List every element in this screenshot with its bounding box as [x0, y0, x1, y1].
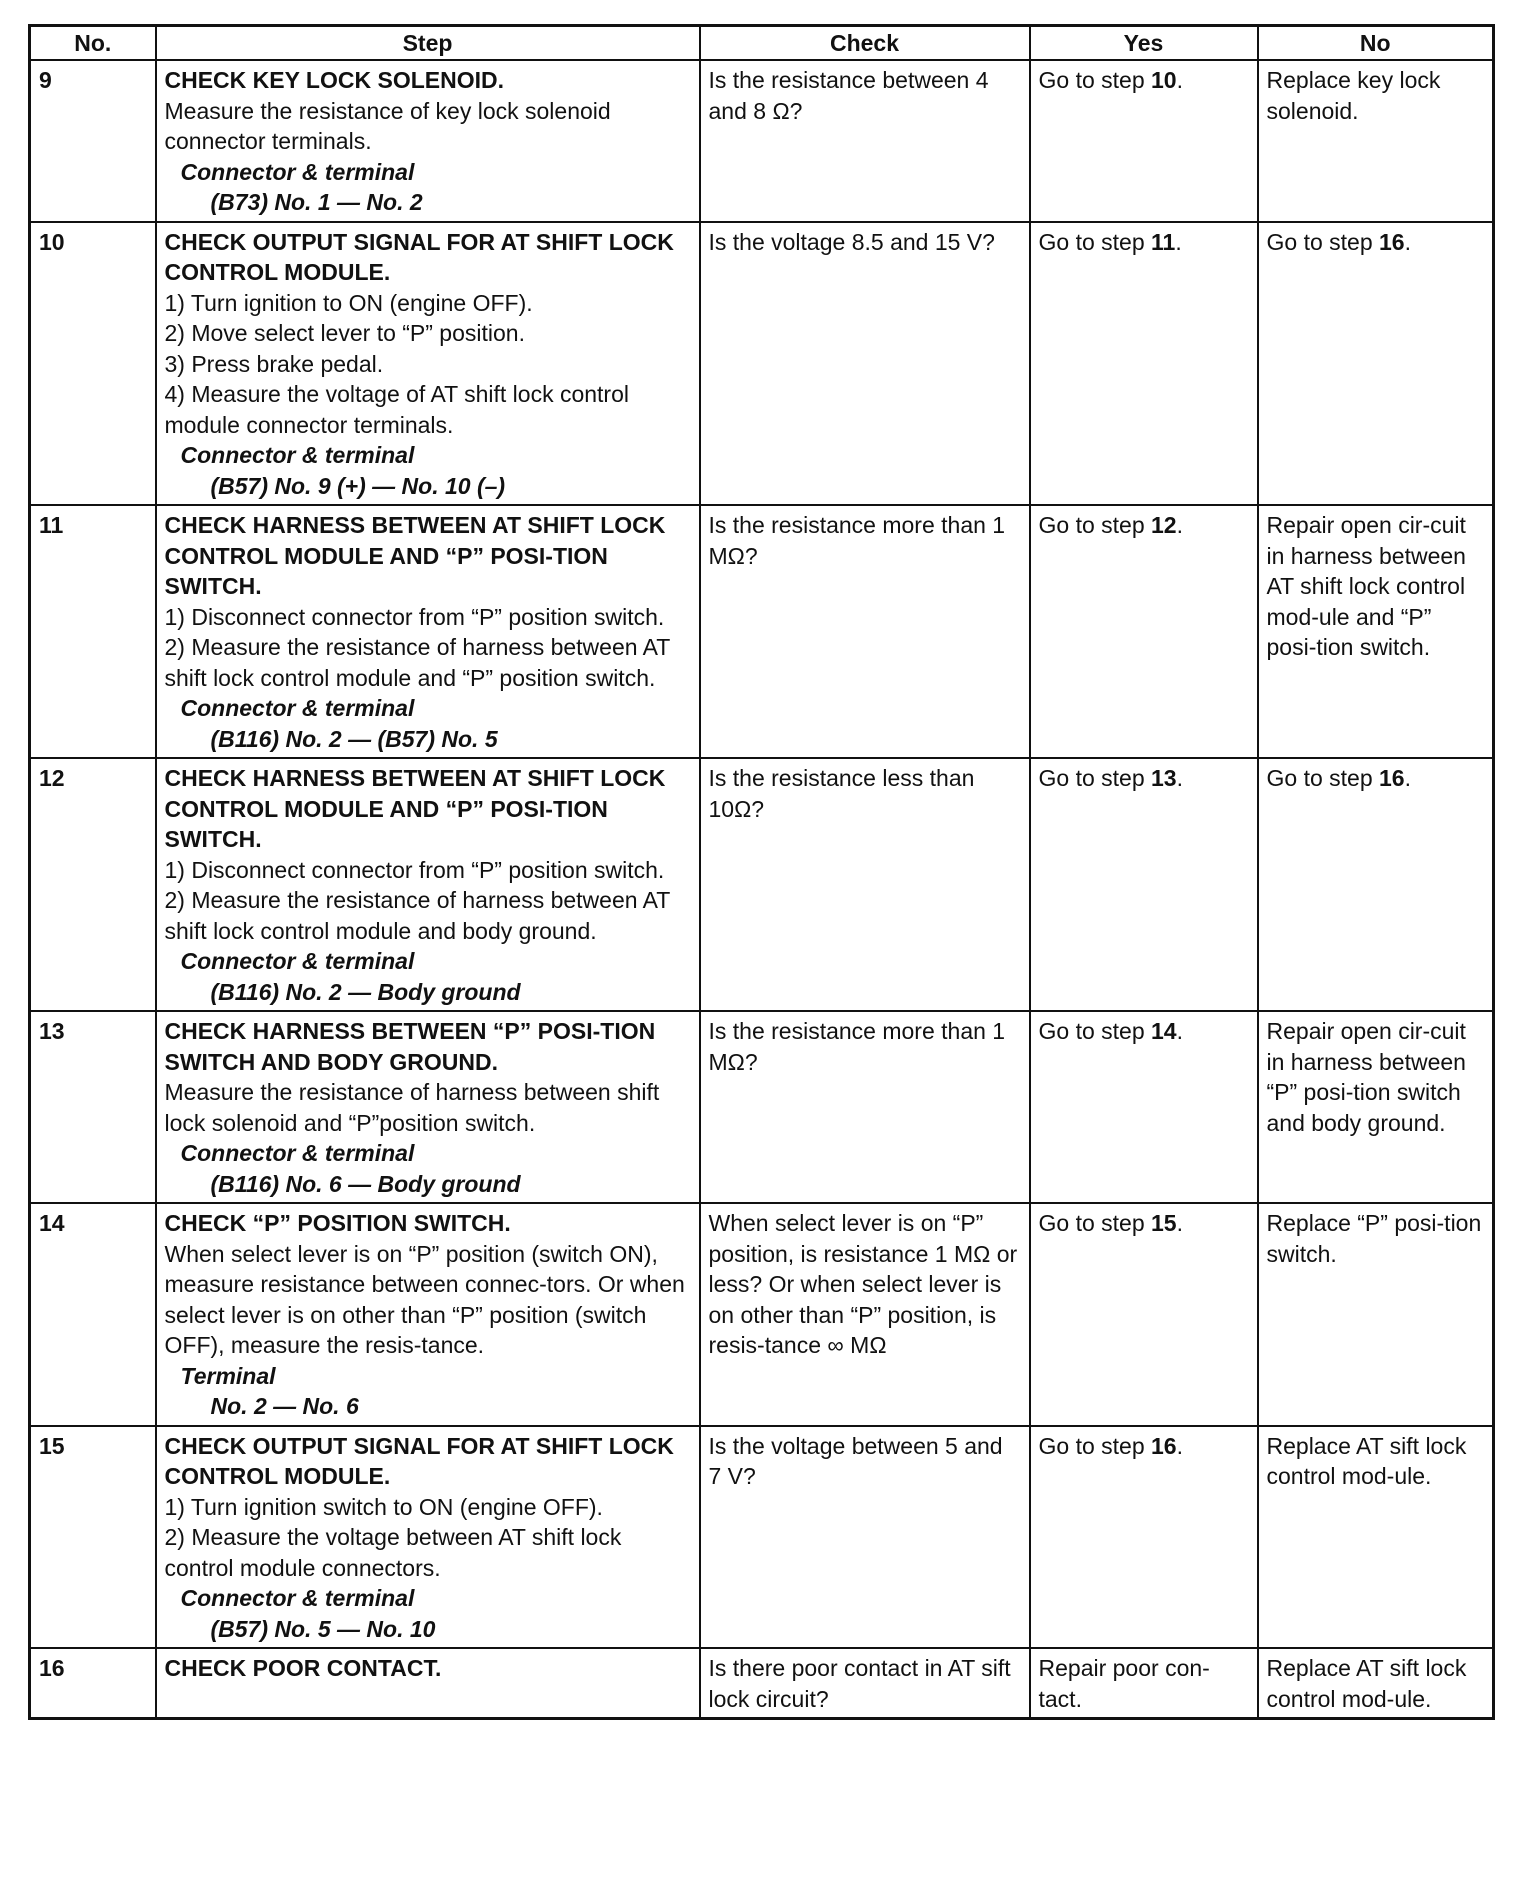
step-cell [156, 1203, 700, 1426]
header-step: Step [156, 26, 700, 61]
yes-action: Go to step [1038, 1018, 1152, 1044]
step-instructions [165, 855, 691, 947]
connector-value: (B57) No. 9 (+) — No. 10 (–) [210, 472, 506, 499]
check-question: Is the resistance more than 1 MΩ? [708, 512, 1006, 569]
step-title: CHECK OUTPUT SIGNAL FOR AT SHIFT LOCK CONTROL MODULE. [164, 1432, 674, 1489]
no-cell [1258, 1203, 1494, 1426]
yes-suffix: . [1176, 1210, 1183, 1236]
yes-cell [1030, 222, 1258, 506]
step-instructions [165, 1239, 691, 1361]
check-question: Is there poor contact in AT sift lock circuit? [708, 1655, 1011, 1712]
yes-suffix: . [1175, 228, 1182, 255]
yes-cell [1030, 1203, 1258, 1426]
yes-action: Go to step [1038, 1210, 1152, 1236]
connector-label: Connector & terminal [180, 158, 415, 185]
diagnostic-steps-table [28, 24, 1495, 1720]
yes-step-ref: 16 [1151, 1432, 1177, 1459]
step-title: CHECK HARNESS BETWEEN AT SHIFT LOCK CONTROL MODULE AND “P” POSI-TION SWITCH. [164, 512, 666, 599]
yes-action: Go to step [1038, 765, 1152, 791]
yes-cell [1030, 60, 1258, 222]
step-instructions [165, 96, 691, 157]
connector-label: Connector & terminal [180, 948, 415, 974]
check-question: Is the voltage 8.5 and 15 V? [708, 228, 995, 255]
check-cell [700, 505, 1030, 758]
no-cell [1258, 60, 1494, 222]
table-row [30, 1648, 1494, 1719]
connector-value: (B57) No. 5 — No. 10 [210, 1615, 436, 1642]
step-number: 11 [30, 505, 156, 758]
step-cell [156, 1648, 700, 1719]
connector-label: Connector & terminal [180, 1585, 415, 1611]
step-instruction-line: 1) Turn ignition to ON (engine OFF). [164, 289, 533, 316]
step-number: 13 [30, 1011, 156, 1203]
step-instruction-line: 2) Measure the voltage between AT shift lock control module connectors. [164, 1524, 622, 1581]
table-row [30, 1011, 1494, 1203]
connector-value: (B116) No. 2 — Body ground [210, 978, 521, 1005]
table-row [30, 758, 1494, 1011]
step-number: 16 [30, 1648, 156, 1719]
yes-step-ref: 10 [1151, 67, 1177, 93]
no-action: Repair open cir-cuit in harness between “P” posi-tion switch and body ground. [1266, 1018, 1466, 1136]
step-instruction-line: 2) Move select lever to “P” position. [164, 320, 525, 346]
connector-value: (B73) No. 1 — No. 2 [210, 189, 423, 215]
step-title: CHECK “P” POSITION SWITCH. [164, 1210, 511, 1236]
diagnostic-procedure-sheet [28, 24, 1492, 1720]
table-body [30, 60, 1494, 1719]
table-row [30, 1203, 1494, 1426]
header-yes: Yes [1030, 26, 1258, 61]
step-instruction-line: 1) Disconnect connector from “P” position switch. [164, 603, 665, 630]
yes-suffix: . [1176, 512, 1183, 538]
step-cell [156, 1011, 700, 1203]
check-cell [700, 222, 1030, 506]
step-instruction-line: 1) Turn ignition switch to ON (engine OFF). [164, 1493, 603, 1520]
check-question: Is the resistance more than 1 MΩ? [708, 1018, 1006, 1075]
step-instructions [165, 602, 691, 694]
step-cell [156, 505, 700, 758]
check-cell [700, 1648, 1030, 1719]
check-cell [700, 1426, 1030, 1649]
step-instructions [165, 1492, 691, 1584]
step-number: 10 [30, 222, 156, 506]
connector-label: Connector & terminal [180, 695, 415, 721]
step-instruction-line: 2) Measure the resistance of harness between AT shift lock control module and “P” position switch. [164, 634, 670, 691]
yes-step-ref: 12 [1151, 512, 1177, 538]
step-cell [156, 758, 700, 1011]
check-question: Is the voltage between 5 and 7 V? [708, 1432, 1003, 1489]
table-row [30, 1426, 1494, 1649]
no-cell [1258, 222, 1494, 506]
step-instructions [165, 288, 691, 441]
step-cell [156, 222, 700, 506]
yes-cell [1030, 1426, 1258, 1649]
check-question: Is the resistance between 4 and 8 Ω? [708, 67, 989, 124]
yes-suffix: . [1176, 1432, 1183, 1459]
yes-cell [1030, 505, 1258, 758]
no-suffix: . [1404, 765, 1411, 791]
connector-label: Terminal [180, 1362, 276, 1389]
step-number: 9 [30, 60, 156, 222]
yes-action: Go to step [1038, 67, 1152, 93]
yes-step-ref: 14 [1151, 1018, 1177, 1044]
yes-action: Go to step [1038, 228, 1152, 255]
no-cell [1258, 1648, 1494, 1719]
connector-value: No. 2 — No. 6 [210, 1393, 359, 1419]
check-cell [700, 1011, 1030, 1203]
no-suffix: . [1404, 228, 1411, 255]
step-instructions [165, 1077, 691, 1138]
step-cell [156, 60, 700, 222]
check-cell [700, 60, 1030, 222]
connector-label: Connector & terminal [180, 442, 415, 468]
no-cell [1258, 1011, 1494, 1203]
table-row [30, 222, 1494, 506]
connector-label: Connector & terminal [180, 1140, 415, 1166]
table-header-row [30, 26, 1494, 61]
yes-cell [1030, 1011, 1258, 1203]
step-instruction-line: 3) Press brake pedal. [164, 350, 384, 377]
step-number: 12 [30, 758, 156, 1011]
table-row [30, 60, 1494, 222]
no-action: Go to step [1266, 228, 1380, 255]
header-no: No. [30, 26, 156, 61]
step-title: CHECK HARNESS BETWEEN AT SHIFT LOCK CONTROL MODULE AND “P” POSI-TION SWITCH. [164, 765, 666, 852]
step-title: CHECK OUTPUT SIGNAL FOR AT SHIFT LOCK CONTROL MODULE. [164, 228, 674, 285]
no-action: Replace AT sift lock control mod-ule. [1266, 1432, 1467, 1489]
step-title: CHECK POOR CONTACT. [164, 1655, 442, 1681]
step-instruction-line: 2) Measure the resistance of harness between AT shift lock control module and body ground. [164, 887, 670, 944]
yes-suffix: . [1176, 67, 1183, 93]
step-number: 14 [30, 1203, 156, 1426]
step-instruction-line: Measure the resistance of key lock solenoid connector terminals. [164, 97, 611, 154]
connector-value: (B116) No. 2 — (B57) No. 5 [210, 725, 498, 752]
check-question: Is the resistance less than 10Ω? [708, 765, 975, 822]
no-action: Repair open cir-cuit in harness between AT shift lock control mod-ule and “P” posi-tion switch. [1266, 512, 1466, 660]
no-step-ref: 16 [1379, 228, 1405, 255]
yes-step-ref: 15 [1151, 1210, 1177, 1236]
yes-cell [1030, 758, 1258, 1011]
yes-suffix: . [1176, 1018, 1183, 1044]
table-row [30, 505, 1494, 758]
step-instruction-line: 1) Disconnect connector from “P” position switch. [164, 856, 665, 883]
no-action: Replace key lock solenoid. [1266, 67, 1441, 124]
step-number: 15 [30, 1426, 156, 1649]
yes-step-ref: 11 [1151, 228, 1176, 255]
step-instruction-line: 4) Measure the voltage of AT shift lock control module connector terminals. [164, 381, 629, 438]
header-no-result: No [1258, 26, 1494, 61]
no-cell [1258, 758, 1494, 1011]
no-step-ref: 16 [1379, 765, 1405, 791]
header-check: Check [700, 26, 1030, 61]
yes-action: Go to step [1038, 1432, 1152, 1459]
step-cell [156, 1426, 700, 1649]
no-action: Replace “P” posi-tion switch. [1266, 1210, 1482, 1267]
check-cell [700, 758, 1030, 1011]
no-cell [1258, 1426, 1494, 1649]
step-instruction-line: When select lever is on “P” position (switch ON), measure resistance between connec-tors. Or when select lever is on other than “P” position (switch OFF), measure the resis-tance. [164, 1240, 685, 1358]
yes-step-ref: 13 [1151, 765, 1177, 791]
connector-value: (B116) No. 6 — Body ground [210, 1170, 521, 1197]
no-action: Replace AT sift lock control mod-ule. [1266, 1655, 1467, 1712]
yes-action: Repair poor con-tact. [1038, 1655, 1210, 1712]
step-title: CHECK KEY LOCK SOLENOID. [164, 67, 504, 93]
check-question: When select lever is on “P” position, is resistance 1 MΩ or less? Or when select lever is on other than “P” position, is resis-tance ∞ MΩ [708, 1210, 1018, 1358]
no-cell [1258, 505, 1494, 758]
step-title: CHECK HARNESS BETWEEN “P” POSI-TION SWITCH AND BODY GROUND. [164, 1018, 656, 1075]
no-action: Go to step [1266, 765, 1380, 791]
yes-action: Go to step [1038, 512, 1152, 538]
step-instruction-line: Measure the resistance of harness between shift lock solenoid and “P”position switch. [164, 1079, 660, 1136]
check-cell [700, 1203, 1030, 1426]
yes-cell [1030, 1648, 1258, 1719]
yes-suffix: . [1176, 765, 1183, 791]
